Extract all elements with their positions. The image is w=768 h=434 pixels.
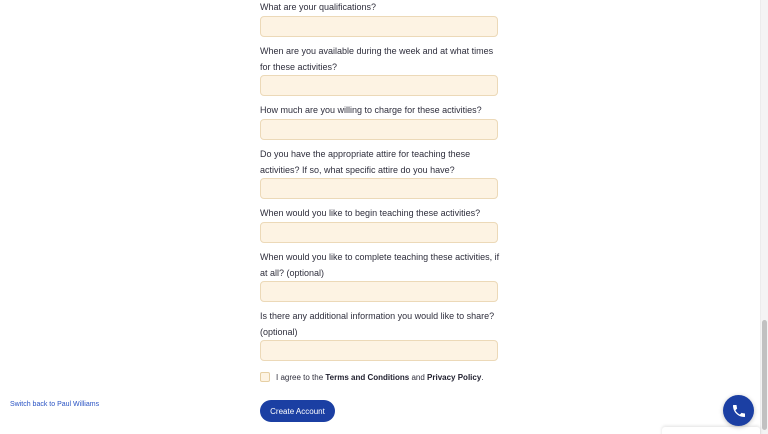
question-label-begin: When would you like to begin teaching these activities? <box>260 208 481 218</box>
begin-input[interactable] <box>260 222 498 243</box>
qualifications-input[interactable] <box>260 16 498 37</box>
availability-input[interactable] <box>260 75 498 96</box>
complete-input[interactable] <box>260 281 498 302</box>
create-account-button[interactable]: Create Account <box>260 400 335 422</box>
question-label-additional-info: Is there any additional information you would like to share? (optional) <box>260 311 495 337</box>
phone-icon <box>731 403 747 419</box>
scrollbar-thumb[interactable] <box>762 320 767 430</box>
question-label-qualifications: What are your qualifications? <box>260 2 377 12</box>
agreement-suffix: . <box>481 372 484 382</box>
scrollbar[interactable] <box>760 0 768 434</box>
switch-back-link[interactable]: Switch back to Paul Williams <box>10 401 100 408</box>
agreement-and: and <box>409 372 428 382</box>
question-label-complete: When would you like to complete teaching these activities, if at all? (optional) <box>260 252 500 278</box>
call-button[interactable] <box>723 395 754 426</box>
question-label-charge: How much are you willing to charge for these activities? <box>260 105 482 115</box>
attire-input[interactable] <box>260 178 498 199</box>
additional-info-input[interactable] <box>260 340 498 361</box>
privacy-link[interactable]: Privacy Policy <box>427 372 482 382</box>
agreement-row <box>260 370 484 384</box>
agree-checkbox[interactable] <box>260 372 270 382</box>
chat-widget-edge <box>662 427 760 434</box>
question-label-availability: When are you available during the week and at what times for these activities? <box>260 46 494 72</box>
agreement-text <box>276 373 484 382</box>
terms-link[interactable]: Terms and Conditions <box>325 372 410 382</box>
agreement-prefix: I agree to the <box>276 372 326 382</box>
charge-input[interactable] <box>260 119 498 140</box>
question-label-attire: Do you have the appropriate attire for teaching these activities? If so, what specific attire do you have? <box>260 149 471 175</box>
